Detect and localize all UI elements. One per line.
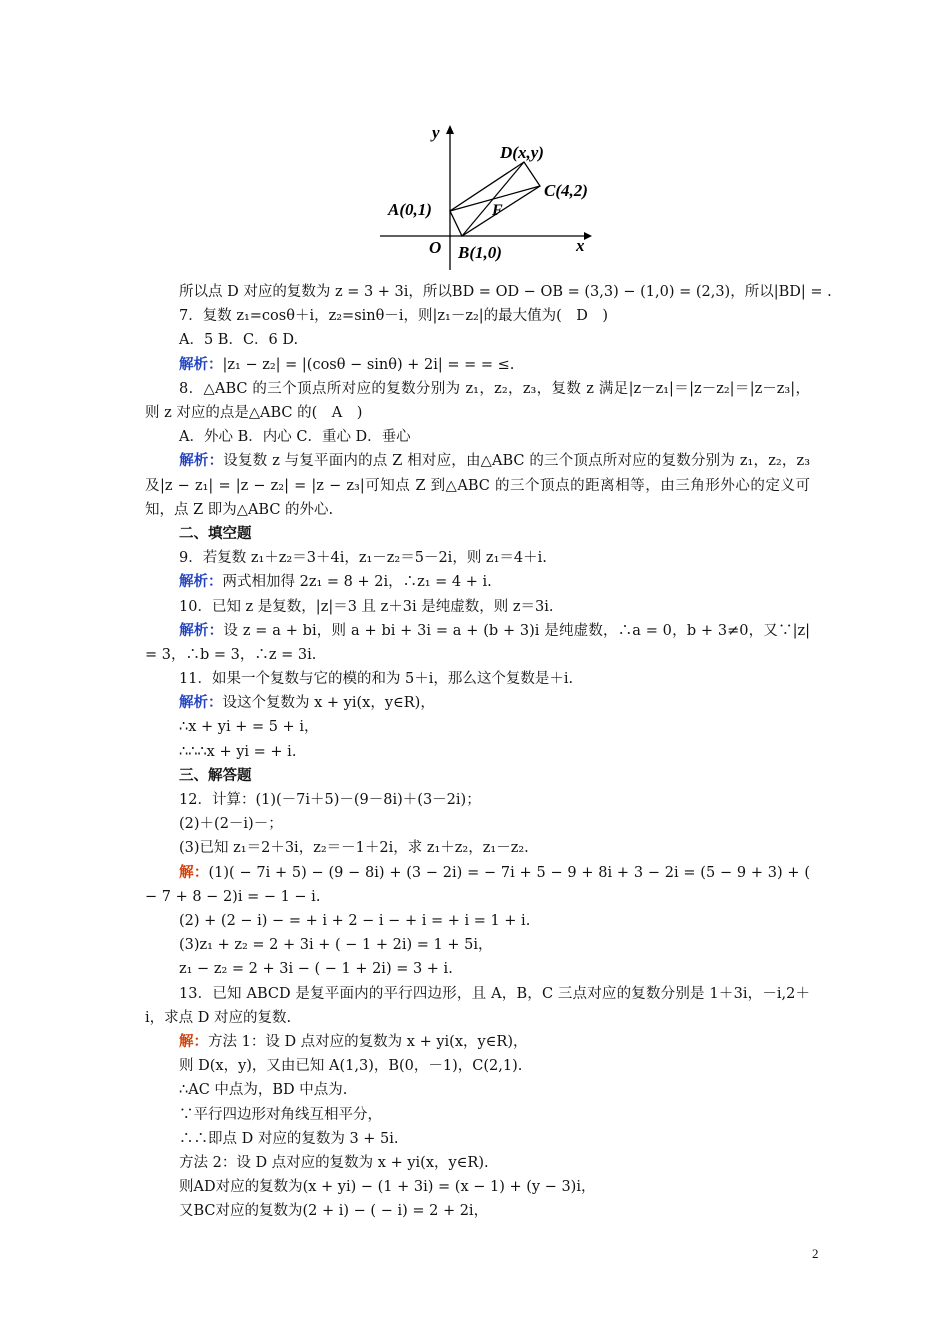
analysis-label: 解析：: [179, 621, 224, 639]
line-text: (2)＋(2－i)－；: [179, 816, 283, 833]
text-line: [145, 1199, 810, 1223]
document-body: [145, 280, 832, 1223]
text-line: [145, 619, 810, 667]
text-line: [145, 353, 810, 377]
line-text: 7．复数 z₁=cosθ＋i，z₂=sinθ－i，则|z₁－z₂|的最大值为( D ): [179, 308, 609, 325]
text-line: [145, 812, 810, 836]
line-text: 13．已知 ABCD 是复平面内的平行四边形，且 A，B，C 三点对应的复数分别是 1＋3i，－i,2＋i，求点 D 对应的复数.: [145, 985, 810, 1026]
text-line: [145, 595, 810, 619]
text-line: [145, 1151, 810, 1175]
line-text: ∴x + yi + = 5 + i，: [179, 719, 319, 736]
text-line: [145, 957, 810, 981]
analysis-label: 解析：: [179, 355, 223, 373]
line-text: (3)已知 z₁＝2＋3i，z₂＝－1＋2i，求 z₁＋z₂，z₁－z₂.: [179, 840, 529, 857]
text-line: [145, 715, 810, 739]
text-line: [145, 764, 810, 788]
point-c-label: C(4,2): [544, 181, 588, 200]
line-text: 两式相加得 2z₁ = 8 + 2i，∴z₁ = 4 + i.: [222, 574, 492, 591]
page-number: 2: [812, 1246, 819, 1261]
analysis-label: 解析：: [179, 694, 223, 712]
text-line: [145, 304, 810, 328]
line-text: 12．计算：(1)(－7i＋5)－(9－8i)＋(3－2i)；: [179, 792, 481, 809]
line-text: ∴AC 中点为，BD 中点为.: [179, 1082, 348, 1099]
line-text: 设这个复数为 x + yi(x，y∈R)，: [222, 695, 435, 712]
line-text: ∵平行四边形对角线互相平分，: [179, 1106, 382, 1123]
solution-label: 解：: [179, 1032, 208, 1050]
line-text: ∴∴即点 D 对应的复数为 3 + 5i.: [179, 1130, 399, 1147]
line-text: (3)z₁ + z₂ = 2 + 3i + ( − 1 + 2i) = 1 + 5i，: [179, 937, 493, 954]
text-line: [145, 788, 810, 812]
text-line: [145, 861, 810, 909]
text-line: [145, 740, 810, 764]
text-line: [145, 377, 810, 425]
line-text: A．外心 B．内心 C．重心 D．垂心: [179, 429, 411, 446]
origin-label: O: [429, 238, 442, 257]
line-text: 8．△ABC 的三个顶点所对应的复数分别为 z₁，z₂，z₃，复数 z 满足|z－z₁|＝|z－z₂|＝|z－z₃|，则 z 对应的点是△ABC 的( A ): [145, 380, 810, 421]
x-axis-label: x: [576, 236, 585, 255]
text-line: [145, 1078, 810, 1102]
point-a-label: A(0,1): [388, 200, 432, 219]
line-text: 10．已知 z 是复数，|z|＝3 且 z＋3i 是纯虚数，则 z＝3i.: [179, 598, 554, 615]
analysis-label: 解析：: [179, 452, 224, 470]
line-text: ∴∴∴x + yi = + i.: [179, 743, 297, 760]
text-line: [145, 836, 810, 860]
text-line: [145, 522, 810, 546]
text-line: [145, 1127, 810, 1151]
line-text: 则 D(x，y)，又由已知 A(1,3)，B(0，－1)，C(2,1).: [179, 1058, 523, 1075]
line-text: 方法 2：设 D 点对应的复数为 x + yi(x，y∈R).: [179, 1154, 489, 1171]
line-text: 方法 1：设 D 点对应的复数为 x + yi(x，y∈R)，: [208, 1033, 528, 1050]
text-line: [145, 449, 810, 522]
line-text: 设 z = a + bi，则 a + bi + 3i = a + (b + 3)i 是纯虚数，∴a = 0，b + 3≠0，又∵|z| = 3，∴b = 3，∴z = 3i.: [145, 622, 810, 663]
text-line: [145, 1030, 810, 1054]
analysis-label: 解析：: [179, 573, 223, 591]
line-text: 9．若复数 z₁＋z₂＝3＋4i，z₁－z₂＝5－2i，则 z₁＝4＋i.: [179, 550, 547, 567]
line-text: A．5 B．C．6 D.: [179, 332, 299, 349]
text-line: [145, 933, 810, 957]
text-line: [145, 1054, 810, 1078]
solution-label: 解：: [179, 863, 209, 881]
y-axis-label: y: [432, 123, 440, 142]
line-text: 又BC对应的复数为(2 + i) − ( − i) = 2 + 2i，: [179, 1203, 489, 1220]
text-line: [145, 691, 810, 715]
text-line: [145, 280, 832, 304]
line-text: z₁ − z₂ = 2 + 3i − ( − 1 + 2i) = 3 + i.: [179, 961, 453, 978]
line-text: 11．如果一个复数与它的模的和为 5＋i，那么这个复数是＋i.: [179, 671, 574, 688]
diagonal-bd: [462, 162, 524, 236]
point-d-label: D(x,y): [500, 143, 544, 162]
text-line: [145, 425, 810, 449]
text-line: [145, 570, 810, 594]
text-line: [145, 667, 810, 691]
line-text: |z₁ − z₂| = |(cosθ − sinθ) + 2i| = = = ≤.: [222, 356, 515, 373]
coordinate-figure: [370, 120, 610, 275]
y-axis-arrow-icon: [446, 125, 454, 134]
line-text: 所以点 D 对应的复数为 z = 3 + 3i，所以BD = OD − OB = (3,3) − (1,0) = (2,3)，所以|BD| = .: [179, 284, 832, 300]
text-line: [145, 909, 810, 933]
point-b-label: B(1,0): [458, 243, 502, 262]
text-line: [145, 982, 810, 1030]
line-text: (2) + (2 − i) − = + i + 2 − i − + i = + i = 1 + i.: [179, 913, 531, 930]
x-axis-arrow-icon: [584, 232, 592, 240]
line-text: 则AD对应的复数为(x + yi) − (1 + 3i) = (x − 1) + (y − 3)i，: [179, 1179, 596, 1196]
text-line: [145, 1103, 810, 1127]
text-line: [145, 546, 810, 570]
line-text: 设复数 z 与复平面内的点 Z 相对应，由△ABC 的三个顶点所对应的复数分别为 z₁，z₂，z₃及|z − z₁| = |z − z₂| = |z − z₃|可知点 Z 到△ABC 的三个顶点的距离相等，由三角形外心的定义可知，点 Z 即为△ABC 的外心.: [145, 453, 811, 518]
text-line: [145, 1175, 810, 1199]
point-f-label: F: [492, 202, 503, 219]
line-text: (1)( − 7i + 5) − (9 − 8i) + (3 − 2i) = − 7i + 5 − 9 + 8i + 3 − 2i = (5 − 9 + 3) + ( − 7 + 8 − 2)i = − 1 − i.: [145, 864, 810, 905]
section-heading: 三、解答题: [179, 767, 252, 784]
section-heading: 二、填空题: [179, 525, 252, 542]
text-line: [145, 328, 810, 352]
